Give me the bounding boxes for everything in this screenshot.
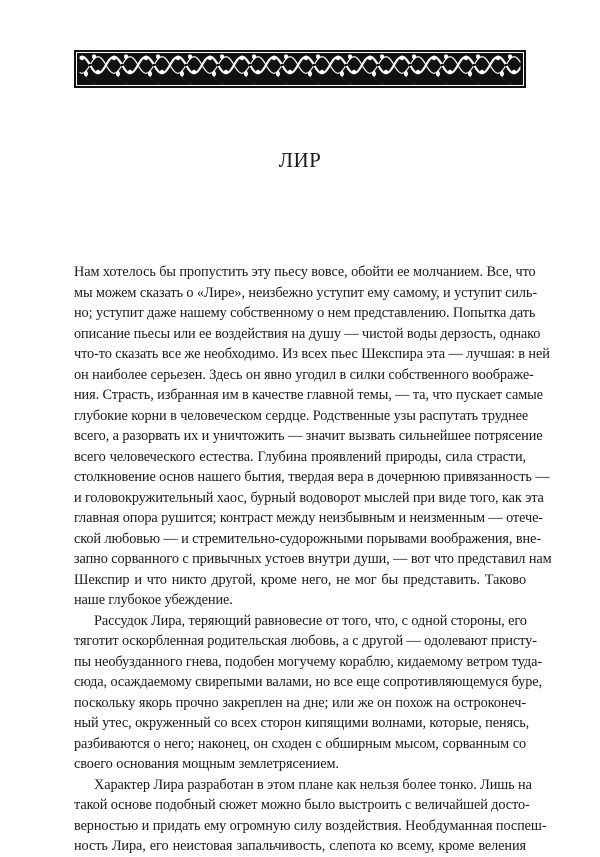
text-line: Рассудок Лира, теряющий равновесие от того, что, с одной стороны, его — [94, 612, 527, 629]
text-line: всего человеческого естества. Глубина проявлений природы, сила страсти, — [74, 448, 526, 465]
text-line: Характер Лира разработан в этом плане как нельзя более тонко. Лишь на — [94, 776, 532, 793]
text-line: мы можем сказать о «Лире», неизбежно уступит ему самому, и уступит силь- — [74, 284, 538, 301]
text-line: ской любовью — и стремительно-судорожными порывами воображения, вне- — [74, 530, 541, 547]
text-line: описание пьесы или ее воздействия на душу — чистой воды дерзость, однако — [74, 325, 541, 342]
text-line: ный утес, окруженный со всех сторон кипящими волнами, которые, пенясь, — [74, 715, 530, 731]
text-line: верностью и придать ему огромную силу воздействия. Необдуманная поспеш- — [74, 817, 547, 834]
text-line: своего основания мощным землетрясением. — [74, 756, 339, 772]
text-line: Шекспир и что никто другой, кроме него, не мог бы представить. Таково — [74, 571, 526, 588]
text-line: главная опора рушится; контраст между неизбывным и неизменным — отече- — [74, 510, 543, 526]
ornamental-header-band — [74, 50, 526, 88]
text-line: ность Лира, его неистовая запальчивость, слепота ко всему, кроме веления — [74, 838, 526, 854]
text-line: тяготит оскорбленная родительская любовь, а с другой — одолевают присту- — [74, 633, 537, 649]
paragraph-1 — [74, 262, 552, 611]
text-line: сюда, осаждаемому свирепыми валами, но все еще сопротивляющемуся буре, — [74, 674, 542, 690]
paragraph-2 — [74, 611, 543, 775]
text-line: он наиболее серьезен. Здесь он явно угодил в силки собственного воображе- — [74, 366, 534, 383]
paragraph-3 — [74, 775, 547, 857]
text-line: такой основе подобный сюжет можно было выстроить с величайшей досто- — [74, 797, 530, 813]
text-line: пы необузданного гнева, подобен могучему кораблю, кидаемому ветром туда- — [74, 653, 543, 670]
text-line: Нам хотелось бы пропустить эту пьесу вовсе, обойти ее молчанием. Все, что — [74, 264, 536, 280]
text-line: столкновение основ нашего бытия, твердая вера в дочернюю привязанность — — [74, 469, 550, 485]
text-line: ния. Страсть, избранная им в качестве главной темы, — та, что пускает самые — [74, 387, 543, 403]
text-line: запно сорванного с привычных устоев внутри души, — вот что представил нам — [74, 551, 552, 567]
text-line: разбиваются о него; наконец, он сходен с обширным мысом, сорванным со — [74, 735, 526, 752]
text-line: но; уступит даже нашему собственному о нем представлению. Попытка дать — [74, 305, 536, 321]
text-line: что-то сказать все же необходимо. Из всех пьес Шекспира эта — лучшая: в ней — [74, 346, 550, 362]
text-line: глубокие корни в человеческом сердце. Родственные узы распутать труднее — [74, 407, 529, 424]
text-line: наше глубокое убеждение. — [74, 592, 233, 608]
text-line: всего, а разорвать их и уничтожить — значит вызвать сильнейшее потрясение — [74, 428, 543, 444]
chapter-title: ЛИР — [278, 148, 322, 172]
text-line: и головокружительный хаос, бурный водоворот мыслей при виде того, как эта — [74, 489, 544, 506]
text-line: поскольку якорь прочно закреплен на дне; или же он похож на остроконеч- — [74, 694, 526, 711]
body-text — [74, 262, 552, 857]
